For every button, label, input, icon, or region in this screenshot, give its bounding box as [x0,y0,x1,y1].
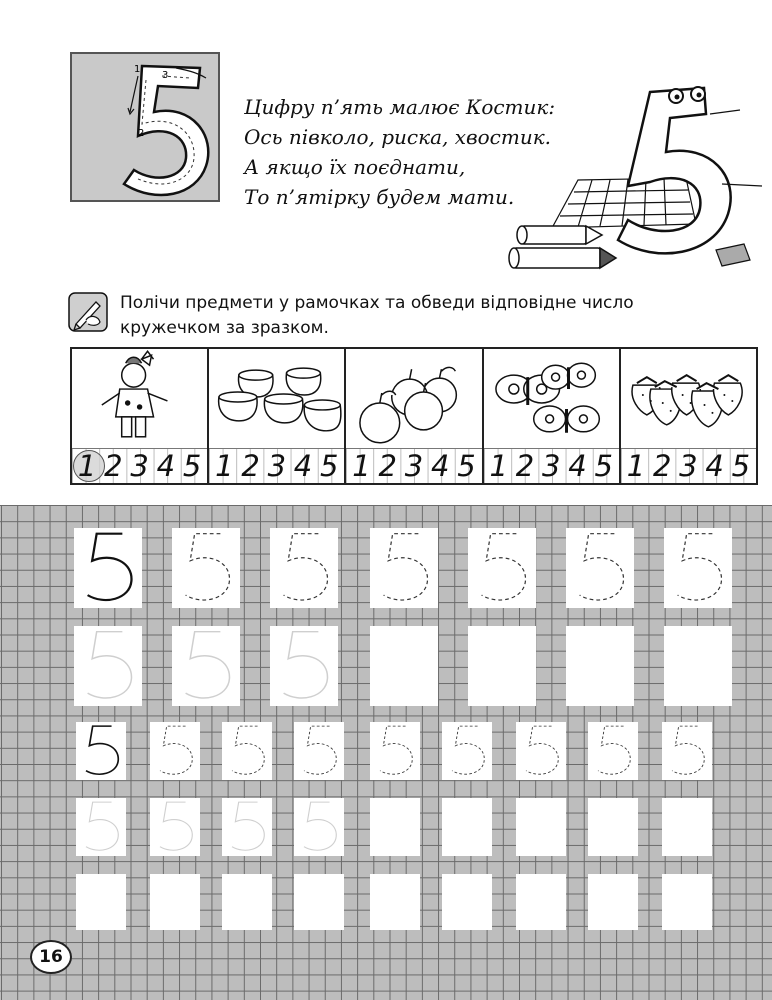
number-option[interactable]: 1 [77,449,97,483]
dashed-digit-5-icon [370,722,420,780]
dashed-digit-5-icon [172,528,240,608]
number-option[interactable]: 2 [652,449,672,483]
small-writing-box[interactable] [294,722,344,780]
counting-cell-cups [209,349,346,483]
number-option[interactable]: 5 [320,449,339,483]
stroke-order-5-icon [72,54,218,200]
number-option[interactable]: 2 [378,449,397,483]
dashed-digit-5-icon [566,528,634,608]
faint-digit-5-icon [294,798,344,856]
number-row [484,448,619,483]
cartoon-five-icon [618,88,731,253]
number-option[interactable]: 5 [594,449,613,483]
counting-cell-strawberries [621,349,756,483]
number-row [346,448,481,483]
faint-digit-5-icon [74,626,142,706]
large-writing-box[interactable] [566,626,634,706]
dashed-digit-5-icon [270,528,338,608]
small-writing-box[interactable] [442,798,492,856]
small-writing-box[interactable] [588,874,638,930]
solid-digit-5-icon [76,722,126,780]
task-instruction [120,291,720,341]
large-writing-box[interactable] [270,626,338,706]
doll-icon [72,349,207,449]
number-option[interactable]: 2 [515,449,535,483]
large-writing-box[interactable] [74,528,142,608]
number-option[interactable]: 4 [156,449,176,483]
small-writing-box[interactable] [76,874,126,930]
counting-cell-apples [346,349,483,483]
small-writing-box[interactable] [516,874,566,930]
number-option[interactable]: 3 [541,449,561,483]
large-writing-box[interactable] [172,528,240,608]
dashed-digit-5-icon [370,528,438,608]
solid-digit-5-icon [74,528,142,608]
sample-digit-box [70,52,220,202]
number-option[interactable]: 1 [352,449,371,483]
task-line: Полічи предмети у рамочках та обведи відповідне число [120,293,634,313]
number-option[interactable]: 3 [404,449,424,483]
butterflies-icon [484,349,619,449]
number-option[interactable]: 1 [215,449,234,483]
number-option[interactable]: 4 [705,449,724,483]
large-writing-box[interactable] [270,528,338,608]
large-writing-box[interactable] [664,626,732,706]
dashed-digit-5-icon [588,722,638,780]
number-option[interactable]: 3 [130,449,149,483]
grid-paper-icon [552,178,696,228]
number-option[interactable]: 2 [241,449,260,483]
small-writing-box[interactable] [150,798,200,856]
number-row [621,448,756,483]
number-option[interactable]: 1 [626,449,646,483]
counting-cell-butterflies [484,349,621,483]
large-writing-box[interactable] [664,528,732,608]
number-option[interactable]: 2 [104,449,123,483]
large-writing-box[interactable] [566,528,634,608]
faint-digit-5-icon [76,798,126,856]
counting-cell-doll [72,349,209,483]
small-writing-box[interactable] [222,798,272,856]
large-writing-box[interactable] [370,528,438,608]
small-writing-box[interactable] [222,722,272,780]
small-writing-box[interactable] [516,798,566,856]
faint-digit-5-icon [270,626,338,706]
number-row [209,448,344,483]
small-writing-box[interactable] [662,798,712,856]
task-line: кружечком за зразком. [120,318,329,338]
small-writing-box[interactable] [370,874,420,930]
large-writing-box[interactable] [172,626,240,706]
pencil-icon [509,226,616,268]
small-writing-box[interactable] [150,722,200,780]
small-writing-box[interactable] [150,874,200,930]
number-option[interactable]: 4 [431,449,450,483]
counting-strip [70,347,758,485]
small-writing-box[interactable] [442,722,492,780]
faint-digit-5-icon [172,626,240,706]
strawberries-icon [621,349,756,449]
apples-icon [346,349,481,449]
number-option[interactable]: 3 [267,449,287,483]
number-option[interactable]: 4 [293,449,313,483]
cups-icon [209,349,344,449]
small-writing-box[interactable] [516,722,566,780]
small-writing-box[interactable] [294,874,344,930]
large-writing-box[interactable] [74,626,142,706]
small-writing-box[interactable] [588,798,638,856]
stroke-label-2: 2 [138,128,145,139]
small-writing-box[interactable] [76,798,126,856]
stroke-label-1: 1 [134,64,141,75]
poem-line: То п’ятірку будем мати. [244,185,515,209]
page-number: 16 [30,940,72,974]
small-writing-box[interactable] [588,722,638,780]
stroke-label-3: 3 [162,70,169,81]
dashed-digit-5-icon [222,722,272,780]
number-row [72,448,207,483]
poem-line: Ось півколо, риска, хвостик. [244,125,552,149]
small-writing-box[interactable] [662,874,712,930]
dashed-digit-5-icon [664,528,732,608]
poem-line: А якщо їх поєднати, [244,155,466,179]
dashed-digit-5-icon [294,722,344,780]
small-writing-box[interactable] [76,722,126,780]
small-writing-box[interactable] [370,798,420,856]
large-writing-box[interactable] [370,626,438,706]
small-writing-box[interactable] [662,722,712,780]
dashed-digit-5-icon [150,722,200,780]
poem-line: Цифру п’ять малює Костик: [244,95,556,119]
number-option[interactable]: 5 [457,449,476,483]
large-writing-box[interactable] [468,528,536,608]
dashed-digit-5-icon [516,722,566,780]
faint-digit-5-icon [222,798,272,856]
number-option[interactable]: 3 [679,449,698,483]
faint-digit-5-icon [150,798,200,856]
small-writing-box[interactable] [222,874,272,930]
large-writing-box[interactable] [468,626,536,706]
number-option[interactable]: 4 [568,449,587,483]
small-writing-box[interactable] [442,874,492,930]
small-writing-box[interactable] [370,722,420,780]
number-option[interactable]: 5 [182,449,202,483]
dashed-digit-5-icon [442,722,492,780]
number-option[interactable]: 1 [489,449,508,483]
eraser-icon [716,244,750,266]
dashed-digit-5-icon [662,722,712,780]
pencil-hand-icon [68,292,108,332]
small-writing-box[interactable] [294,798,344,856]
dashed-digit-5-icon [468,528,536,608]
cartoon-five-illustration [500,74,772,284]
number-option[interactable]: 5 [731,449,751,483]
